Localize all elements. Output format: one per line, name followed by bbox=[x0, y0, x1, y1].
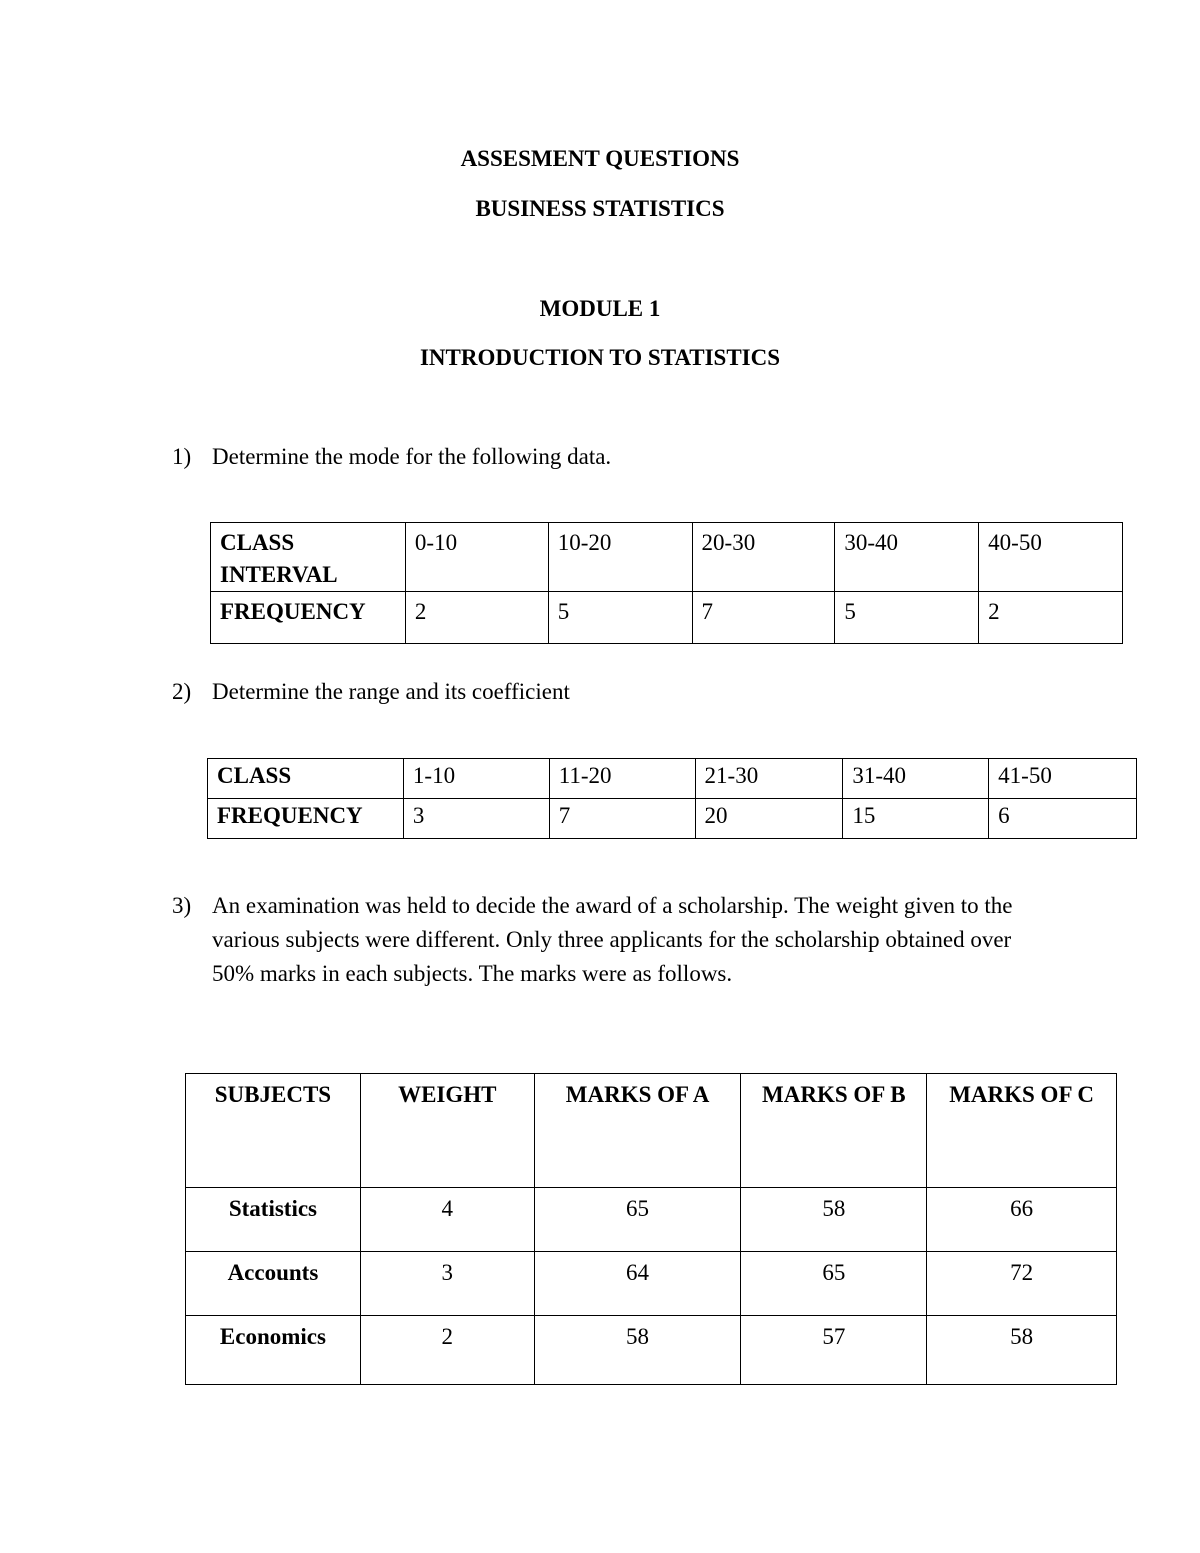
table-cell: 64 bbox=[534, 1252, 741, 1316]
table-cell: 72 bbox=[927, 1252, 1117, 1316]
row-label-frequency: FREQUENCY bbox=[208, 799, 404, 839]
row-label-class-interval: CLASS INTERVAL bbox=[211, 523, 406, 592]
row-label-frequency: FREQUENCY bbox=[211, 592, 406, 644]
subject-cell: Statistics bbox=[186, 1188, 361, 1252]
question-2-text: Determine the range and its coefficient bbox=[212, 679, 570, 704]
table-row bbox=[208, 799, 1137, 839]
table-cell: 3 bbox=[360, 1252, 534, 1316]
table-cell: 41-50 bbox=[989, 759, 1137, 799]
table-cell: 6 bbox=[989, 799, 1137, 839]
table-row bbox=[211, 523, 1123, 592]
range-table bbox=[207, 758, 1137, 839]
mode-table bbox=[210, 522, 1123, 644]
question-1-text: Determine the mode for the following data. bbox=[212, 444, 612, 469]
table-cell: 3 bbox=[403, 799, 549, 839]
table-cell: 20-30 bbox=[692, 523, 835, 592]
table-cell: 40-50 bbox=[979, 523, 1123, 592]
table-cell: 5 bbox=[835, 592, 979, 644]
table-cell: 66 bbox=[927, 1188, 1117, 1252]
subject-cell: Economics bbox=[186, 1316, 361, 1385]
table-cell: 2 bbox=[405, 592, 548, 644]
table-row bbox=[211, 592, 1123, 644]
row-label-class: CLASS bbox=[208, 759, 404, 799]
table-cell: 15 bbox=[843, 799, 989, 839]
table-cell: 65 bbox=[741, 1252, 927, 1316]
question-1-number: 1) bbox=[172, 444, 192, 469]
document-title: ASSESMENT QUESTIONS bbox=[460, 146, 740, 171]
marks-table bbox=[185, 1073, 1117, 1385]
table-row bbox=[186, 1252, 1117, 1316]
table-cell: 21-30 bbox=[695, 759, 843, 799]
table-cell: 31-40 bbox=[843, 759, 989, 799]
module-number: MODULE 1 bbox=[539, 296, 661, 321]
table-cell: 5 bbox=[548, 592, 692, 644]
table-cell: 0-10 bbox=[405, 523, 548, 592]
table-cell: 7 bbox=[549, 799, 695, 839]
table-cell: 30-40 bbox=[835, 523, 979, 592]
subject-cell: Accounts bbox=[186, 1252, 361, 1316]
question-2-number: 2) bbox=[172, 679, 192, 704]
table-cell: 58 bbox=[927, 1316, 1117, 1385]
table-cell: 2 bbox=[360, 1316, 534, 1385]
table-header-row bbox=[186, 1074, 1117, 1188]
header-marks-b: MARKS OF B bbox=[741, 1074, 927, 1188]
question-3-number: 3) bbox=[172, 893, 192, 918]
table-cell: 57 bbox=[741, 1316, 927, 1385]
table-cell: 58 bbox=[534, 1316, 741, 1385]
table-cell: 20 bbox=[695, 799, 843, 839]
table-cell: 2 bbox=[979, 592, 1123, 644]
table-row bbox=[208, 759, 1137, 799]
table-cell: 1-10 bbox=[403, 759, 549, 799]
document-subject: BUSINESS STATISTICS bbox=[475, 196, 725, 221]
header-marks-a: MARKS OF A bbox=[534, 1074, 741, 1188]
table-cell: 7 bbox=[692, 592, 835, 644]
table-cell: 4 bbox=[360, 1188, 534, 1252]
header-subjects: SUBJECTS bbox=[186, 1074, 361, 1188]
header-marks-c: MARKS OF C bbox=[927, 1074, 1117, 1188]
question-3-text: An examination was held to decide the award of a scholarship. The weight given to the various subjects were different. Only three applicants for the scholarship obtained over 50% marks in each subjects. The marks were as follows. bbox=[212, 893, 1013, 986]
table-cell: 65 bbox=[534, 1188, 741, 1252]
table-cell: 11-20 bbox=[549, 759, 695, 799]
table-row bbox=[186, 1188, 1117, 1252]
header-weight: WEIGHT bbox=[360, 1074, 534, 1188]
module-title: INTRODUCTION TO STATISTICS bbox=[419, 345, 781, 370]
table-row bbox=[186, 1316, 1117, 1385]
table-cell: 58 bbox=[741, 1188, 927, 1252]
table-cell: 10-20 bbox=[548, 523, 692, 592]
